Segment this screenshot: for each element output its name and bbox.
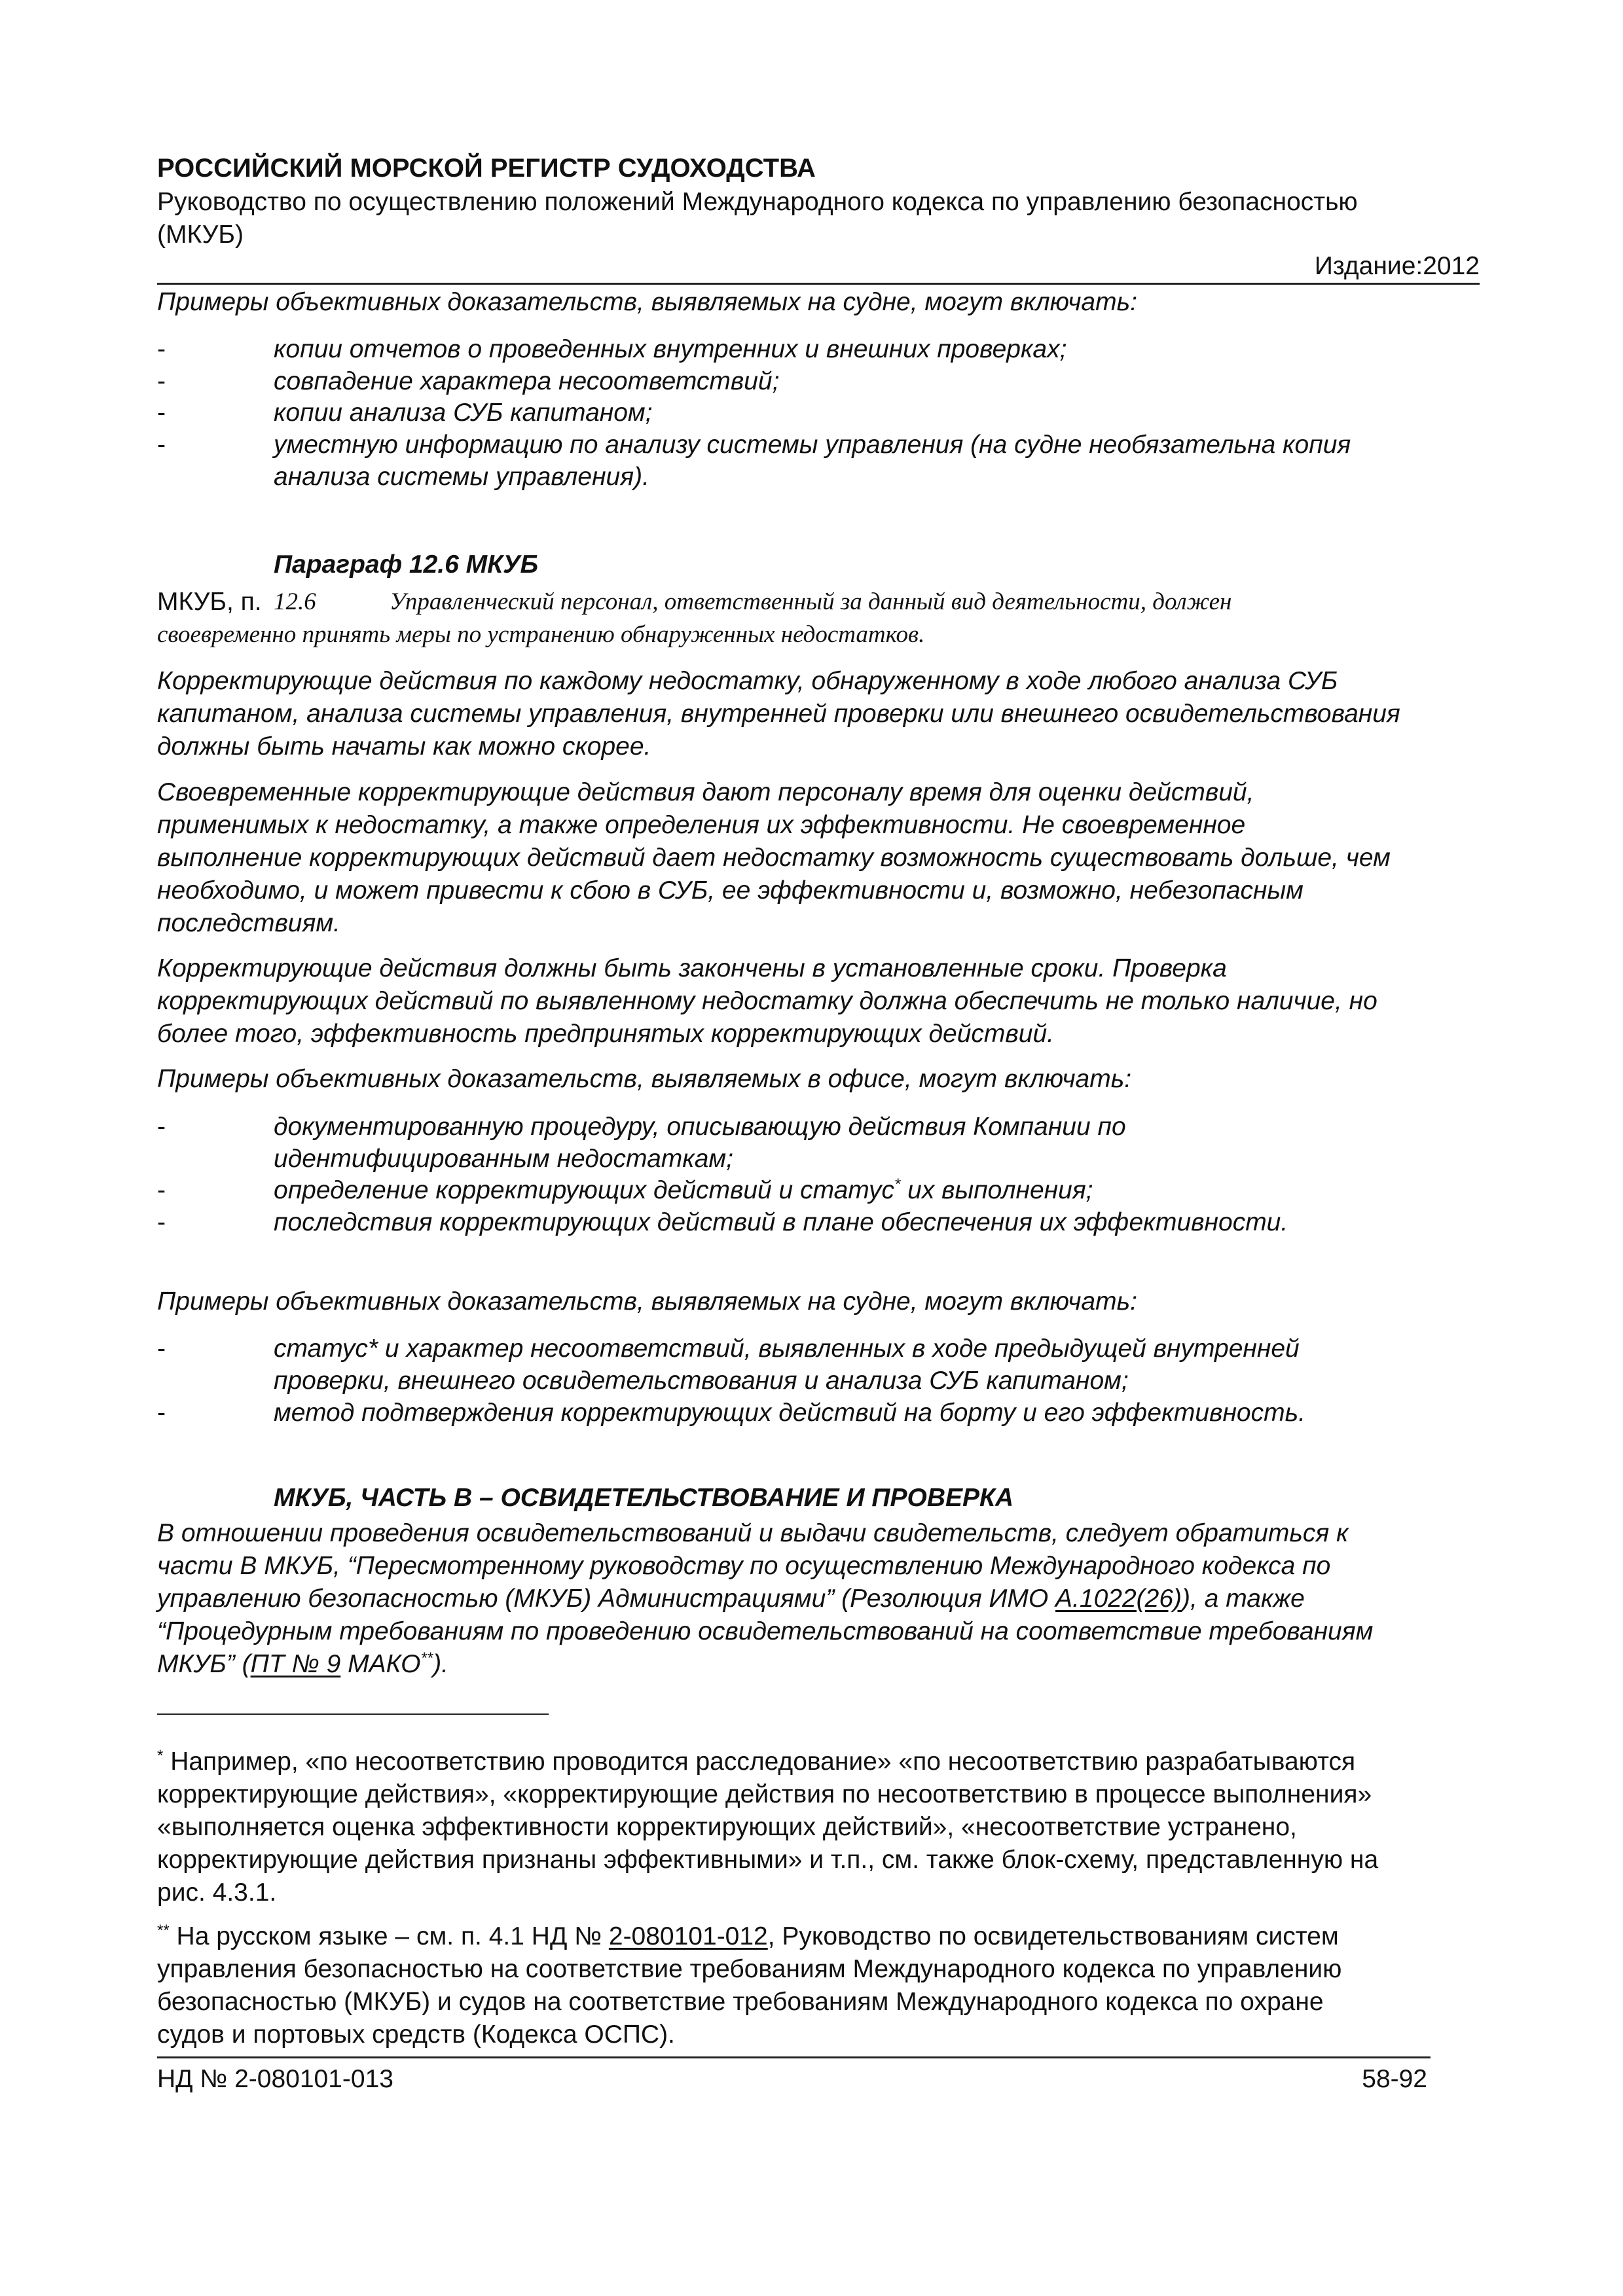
office-examples-intro: Примеры объективных доказательств, выявляемых в офисе, могут включать: bbox=[157, 1065, 1132, 1093]
resolution-link[interactable]: A.1022(26) bbox=[1055, 1585, 1182, 1613]
paragraph-line: Своевременные корректирующие действия дают персоналу время для оценки действий, bbox=[157, 778, 1254, 806]
paragraph-line: части В МКУБ, “Пересмотренному руководству по осуществлению Международного кодекса по bbox=[157, 1552, 1331, 1580]
paragraph-line: Корректирующие действия должны быть закончены в установленные сроки. Проверка bbox=[157, 954, 1227, 982]
footnote-line: «выполняется оценка эффективности корректирующих действий», «несоответствие устранено, bbox=[157, 1813, 1297, 1841]
footnote-line: безопасностью (МКУБ) и судов на соответствие требованиям Международного кодекса по охране bbox=[157, 1988, 1324, 2016]
edition-label: Издание:2012 bbox=[1314, 252, 1480, 280]
paragraph-line: должны быть начаты как можно скорее. bbox=[157, 732, 651, 761]
list-item-cont: идентифицированным недостаткам; bbox=[274, 1145, 733, 1173]
paragraph-text: МАКО bbox=[340, 1650, 421, 1678]
paragraph-text: ). bbox=[433, 1650, 449, 1678]
footnote-text: На русском языке – см. п. 4.1 НД № bbox=[176, 1922, 609, 1950]
document-page bbox=[157, 0, 1480, 2296]
footnote-mark: ** bbox=[157, 1922, 170, 1939]
paragraph-line: более того, эффективность предпринятых корректирующих действий. bbox=[157, 1020, 1054, 1048]
code-quote-cont: своевременно принять меры по устранению обнаруженных недостатков. bbox=[157, 621, 925, 648]
footnote-line: корректирующие действия», «корректирующие действия по несоответствию в процессе выполнения» bbox=[157, 1780, 1372, 1808]
nd-link[interactable]: 2-080101-012 bbox=[608, 1922, 768, 1950]
list-item: копии анализа СУБ капитаном; bbox=[274, 399, 653, 427]
code-ref-label: МКУБ, п. bbox=[157, 588, 262, 616]
list-bullet: - bbox=[157, 1399, 166, 1427]
list-bullet: - bbox=[157, 1113, 166, 1141]
list-bullet: - bbox=[157, 335, 166, 363]
paragraph-line: применимых к недостатку, а также определения их эффективности. Не своевременное bbox=[157, 811, 1246, 839]
ship-examples-intro-2: Примеры объективных доказательств, выявляемых на судне, могут включать: bbox=[157, 1287, 1137, 1316]
paragraph-line bbox=[157, 1583, 1305, 1615]
paragraph-line: необходимо, и может привести к сбою в СУБ, ее эффективности и, возможно, небезопасным bbox=[157, 876, 1304, 905]
footnote-line: управления безопасностью на соответствие требованиям Международного кодекса по управлению bbox=[157, 1955, 1342, 1983]
list-item bbox=[274, 1174, 1093, 1207]
list-item-text-cont: их выполнения; bbox=[907, 1176, 1093, 1204]
list-item: последствия корректирующих действий в плане обеспечения их эффективности. bbox=[274, 1208, 1288, 1236]
list-item-cont: проверки, внешнего освидетельствования и анализа СУБ капитаном; bbox=[274, 1367, 1129, 1395]
ship-examples-intro: Примеры объективных доказательств, выявляемых на судне, могут включать: bbox=[157, 288, 1137, 316]
paragraph-line: выполнение корректирующих действий дает недостатку возможность существовать дольше, чем bbox=[157, 844, 1391, 872]
footnote-line: корректирующие действия признаны эффективными» и т.п., см. также блок-схему, представленную на bbox=[157, 1846, 1379, 1874]
list-bullet: - bbox=[157, 1208, 166, 1236]
list-item: уместную информацию по анализу системы управления (на судне необязательна копия bbox=[274, 431, 1351, 459]
list-item: совпадение характера несоответствий; bbox=[274, 367, 780, 395]
part-b-heading: МКУБ, ЧАСТЬ В – ОСВИДЕТЕЛЬСТВОВАНИЕ И ПРОВЕРКА bbox=[274, 1484, 1014, 1512]
pt9-link[interactable]: ПТ № 9 bbox=[250, 1650, 341, 1678]
footnote-line: судов и портовых средств (Кодекса ОСПС). bbox=[157, 2020, 675, 2049]
footnote-ref[interactable]: * bbox=[894, 1175, 901, 1193]
footnote-line bbox=[157, 1746, 1355, 1778]
list-bullet: - bbox=[157, 431, 166, 459]
header-subtitle-cont: (МКУБ) bbox=[157, 221, 244, 249]
footnote-mark: * bbox=[157, 1747, 164, 1765]
footnote-text: Например, «по несоответствию проводится расследование» «по несоответствию разрабатываются bbox=[170, 1748, 1356, 1776]
paragraph-text: МКУБ” ( bbox=[157, 1650, 251, 1678]
page-number: 58-92 bbox=[1362, 2065, 1427, 2093]
list-item: метод подтверждения корректирующих действий на борту и его эффективность. bbox=[274, 1399, 1305, 1427]
footer-rule bbox=[157, 2056, 1431, 2058]
list-item: документированную процедуру, описывающую действия Компании по bbox=[274, 1113, 1126, 1141]
list-bullet: - bbox=[157, 1176, 166, 1204]
code-quote: Управленческий персонал, ответственный за данный вид деятельности, должен bbox=[390, 588, 1232, 615]
list-bullet: - bbox=[157, 399, 166, 427]
header-org: РОССИЙСКИЙ МОРСКОЙ РЕГИСТР СУДОХОДСТВА bbox=[157, 154, 816, 183]
footnote-text: , Руководство по освидетельствованиям систем bbox=[767, 1922, 1339, 1950]
header-rule bbox=[157, 283, 1480, 285]
list-bullet: - bbox=[157, 367, 166, 395]
footnote-line: рис. 4.3.1. bbox=[157, 1878, 277, 1907]
list-item-text: определение корректирующих действий и статус bbox=[274, 1176, 894, 1204]
paragraph-line bbox=[157, 1648, 448, 1681]
paragraph-line: Корректирующие действия по каждому недостатку, обнаруженному в ходе любого анализа СУБ bbox=[157, 667, 1338, 695]
paragraph-text: ), а также bbox=[1182, 1585, 1305, 1613]
section-heading: Параграф 12.6 МКУБ bbox=[274, 550, 539, 579]
footnote-ref[interactable]: ** bbox=[420, 1649, 433, 1667]
paragraph-text: управлению безопасностью (МКУБ) Администрациями” (Резолюция ИМО bbox=[157, 1585, 1056, 1613]
paragraph-line: корректирующих действий по выявленному недостатку должна обеспечить не только наличие, но bbox=[157, 987, 1377, 1015]
list-item-cont: анализа системы управления). bbox=[274, 463, 649, 491]
header-subtitle: Руководство по осуществлению положений Международного кодекса по управлению безопасностью bbox=[157, 188, 1358, 216]
doc-number: НД № 2-080101-013 bbox=[157, 2065, 393, 2093]
paragraph-line: “Процедурным требованиям по проведению освидетельствований на соответствие требованиям bbox=[157, 1617, 1374, 1645]
list-item: статус* и характер несоответствий, выявленных в ходе предыдущей внутренней bbox=[274, 1335, 1300, 1363]
paragraph-line: В отношении проведения освидетельствований и выдачи свидетельств, следует обратиться к bbox=[157, 1519, 1349, 1547]
footnote-separator bbox=[157, 1713, 549, 1715]
code-ref-number: 12.6 bbox=[274, 588, 316, 615]
footnote-line bbox=[157, 1920, 1339, 1953]
paragraph-line: капитаном, анализа системы управления, внутренней проверки или внешнего освидетельствования bbox=[157, 700, 1400, 728]
paragraph-line: последствиям. bbox=[157, 909, 340, 937]
list-bullet: - bbox=[157, 1335, 166, 1363]
list-item: копии отчетов о проведенных внутренних и внешних проверках; bbox=[274, 335, 1067, 363]
